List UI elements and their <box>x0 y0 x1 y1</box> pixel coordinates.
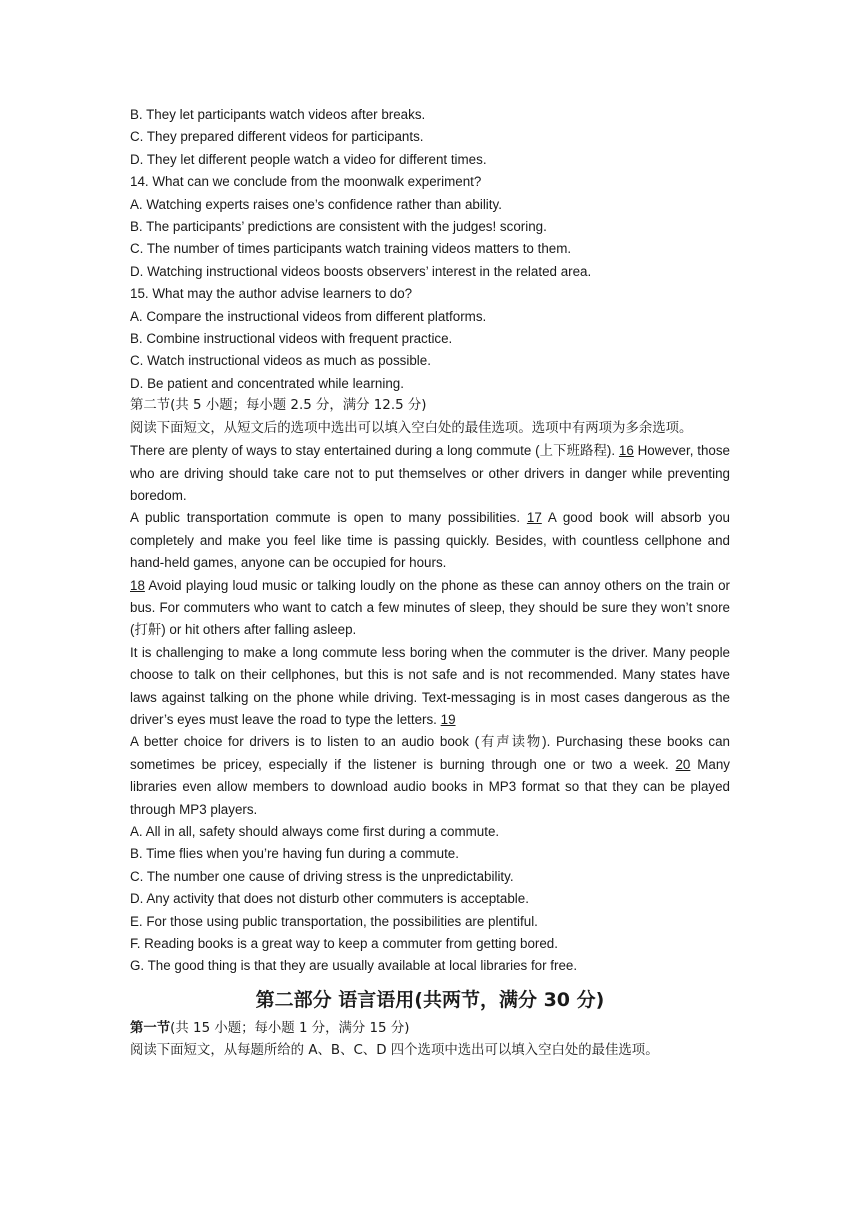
passage-paragraph-2 <box>130 507 730 574</box>
passage-paragraph-4 <box>130 642 730 732</box>
passage-paragraph-1 <box>130 440 730 507</box>
blank-17: 17 <box>526 510 542 526</box>
q14-option-b: B. The participants’ predictions are consistent with the judges! scoring. <box>130 219 547 235</box>
paragraph-text: There are plenty of ways to stay entertained during a long commute (上下班路程). <box>130 443 619 459</box>
part2-title: 第二部分 语言语用(共两节，满分 30 分) <box>255 988 605 1011</box>
blank-19: 19 <box>440 711 456 727</box>
part2-section1-header <box>130 1018 730 1040</box>
paragraph-text: However, those who are driving should take care not to put themselves or other drivers in danger while preventing boredom. <box>130 443 730 503</box>
q14-stem: 14. What can we conclude from the moonwalk experiment? <box>130 174 482 190</box>
q14-option-d: D. Watching instructional videos boosts observers’ interest in the related area. <box>130 263 592 279</box>
blank-16: 16 <box>618 443 634 459</box>
option-b: B. Time flies when you’re having fun during a commute. <box>130 846 459 862</box>
section2-instruction: 阅读下面短文，从短文后的选项中选出可以填入空白处的最佳选项。选项中有两项为多余选项。 <box>130 420 693 436</box>
paragraph-text: Many libraries even allow members to download audio books in MP3 format so that they can be played through MP3 players. <box>130 756 730 817</box>
paragraph-text: A better choice for drivers is to listen to an audio book (有声读物). Purchasing these books can sometimes be pricey, especially if the listener is burning through one or two a week. <box>130 734 730 772</box>
paragraph-text: A good book will absorb you completely and make you feel like time is passing quickly. Besides, with countless cellphone and hand-held games, anyone can be occupied for hours. <box>130 510 731 571</box>
option-d: D. Any activity that does not disturb other commuters is acceptable. <box>130 891 529 907</box>
paragraph-text: Avoid playing loud music or talking loudly on the phone as these can annoy others on the train or bus. For commuters who want to catch a few minutes of sleep, they should be sure they won’t snore (打鼾) or hit others after falling asleep. <box>130 577 730 638</box>
option-a: A. All in all, safety should always come first during a commute. <box>130 824 500 839</box>
option-c: C. The number one cause of driving stress is the unpredictability. <box>130 868 514 884</box>
passage-paragraph-5 <box>130 731 730 821</box>
option-e: E. For those using public transportation, the possibilities are plentiful. <box>130 913 538 929</box>
q13-option-c: C. They prepared different videos for participants. <box>130 129 424 145</box>
section1-detail: (共 15 小题；每小题 1 分，满分 15 分) <box>170 1020 410 1036</box>
blank-20: 20 <box>675 756 691 772</box>
section1-label: 第一节 <box>130 1020 171 1036</box>
paragraph-text: A public transportation commute is open to many possibilities. <box>130 510 527 526</box>
passage-paragraph-3 <box>130 575 730 642</box>
q13-option-d: D. They let different people watch a video for different times. <box>130 151 487 167</box>
section2-header: 第二节(共 5 小题；每小题 2.5 分，满分 12.5 分) <box>130 398 427 414</box>
q13-option-b: B. They let participants watch videos after breaks. <box>130 107 426 122</box>
part2-instruction: 阅读下面短文，从每题所给的 A、B、C、D 四个选项中选出可以填入空白处的最佳选项。 <box>130 1043 659 1059</box>
q15-option-b: B. Combine instructional videos with frequent practice. <box>130 331 453 347</box>
q15-option-a: A. Compare the instructional videos from different platforms. <box>130 308 487 324</box>
document-page <box>130 104 730 1063</box>
q15-stem: 15. What may the author advise learners to do? <box>130 286 413 302</box>
q14-option-a: A. Watching experts raises one’s confidence rather than ability. <box>130 196 502 212</box>
q14-option-c: C. The number of times participants watch training videos matters to them. <box>130 241 572 257</box>
q15-option-c: C. Watch instructional videos as much as possible. <box>130 353 431 369</box>
q15-option-d: D. Be patient and concentrated while learning. <box>130 375 404 391</box>
option-f: F. Reading books is a great way to keep a commuter from getting bored. <box>130 936 558 952</box>
option-g: G. The good thing is that they are usually available at local libraries for free. <box>130 958 578 974</box>
blank-18: 18 <box>130 577 145 593</box>
paragraph-text: It is challenging to make a long commute less boring when the commuter is the driver. Many people choose to talk on their cellphones, but this is not safe and is not recommended. Many states have laws against talking on the phone while driving. Text-messaging is in most cases dangerous as the driver’s eyes must leave the road to type the letters. <box>130 644 730 727</box>
